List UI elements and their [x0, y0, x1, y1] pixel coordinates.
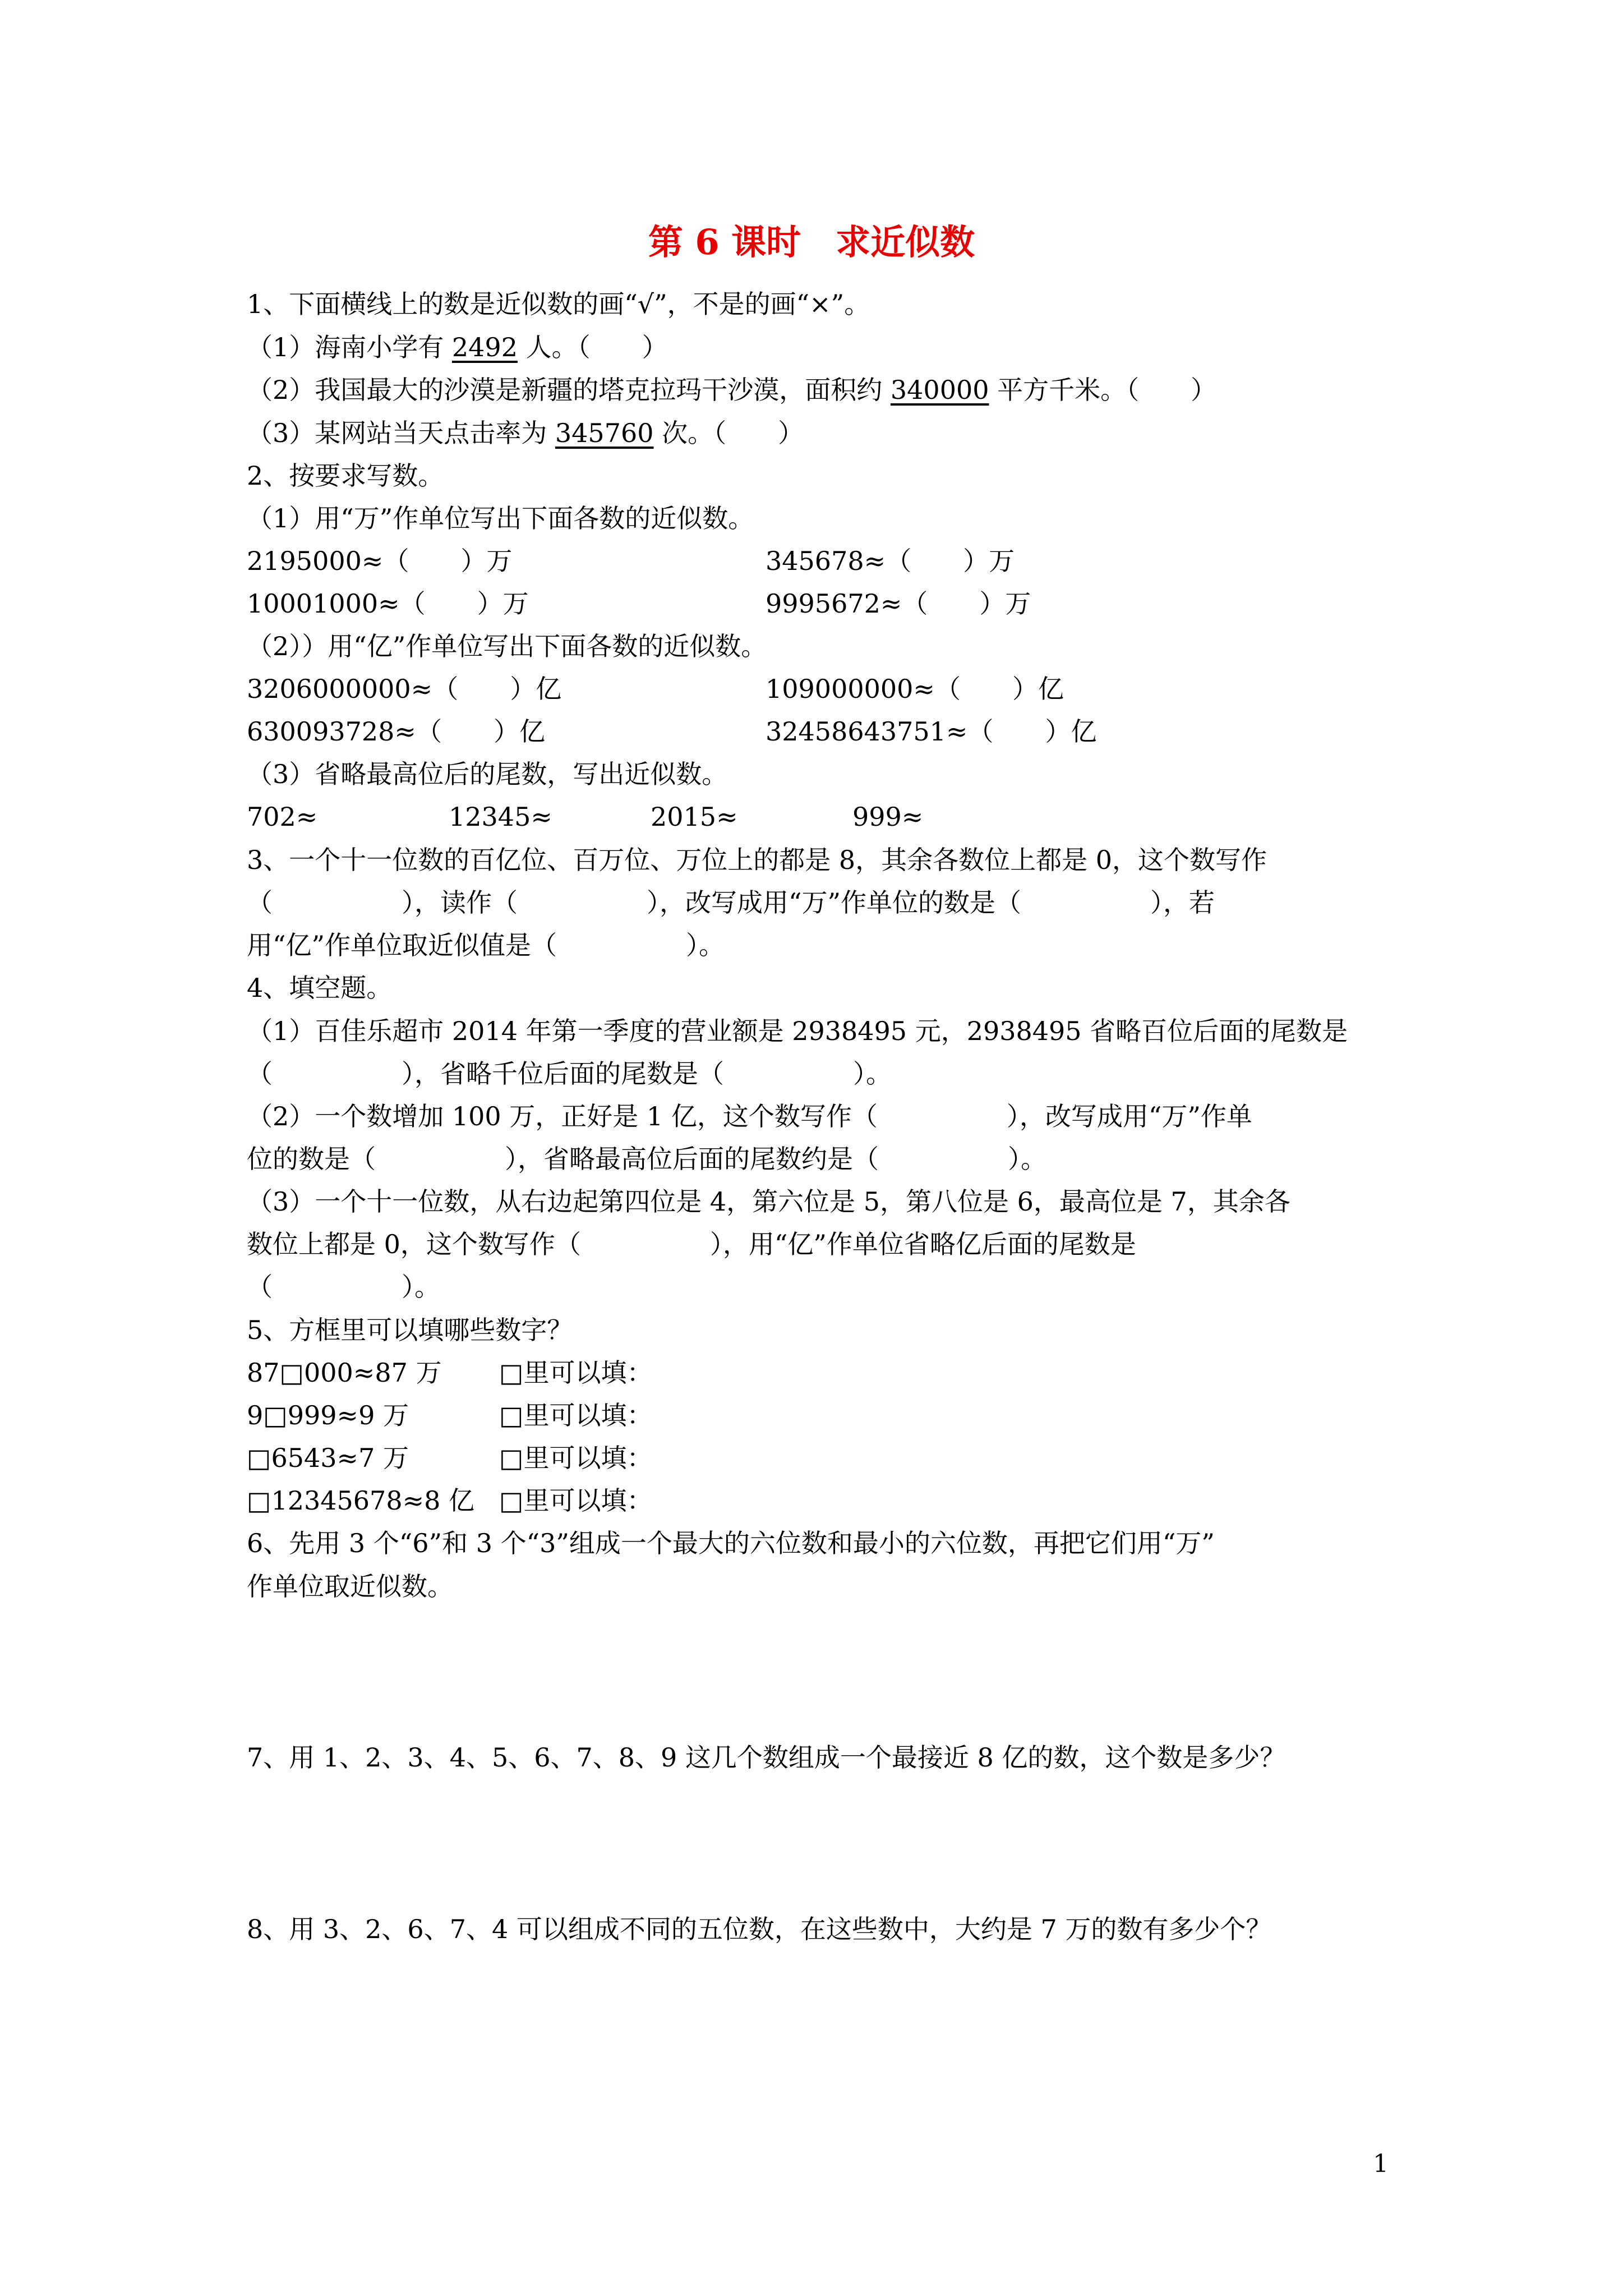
q2-sub3: （3）省略最高位后的尾数，写出近似数。	[247, 759, 728, 789]
q4-line-1: （1）百佳乐超市 2014 年第一季度的营业额是 2938495 元，2938495 省略百位后面的尾数是	[247, 1016, 1348, 1046]
q4-line-4: 位的数是（ ），省略最高位后面的尾数约是（ ）。	[247, 1144, 1046, 1174]
q4-line-6: 数位上都是 0，这个数写作（ ），用“亿”作单位省略亿后面的尾数是	[247, 1229, 1136, 1259]
q2-sub2: （2））用“亿”作单位写出下面各数的近似数。	[247, 631, 767, 661]
q5-label-2: □里可以填：	[499, 1400, 653, 1430]
q2-est-3: 2015≈	[651, 802, 738, 832]
q2-prompt: 2、按要求写数。	[247, 461, 444, 491]
q2-wan-1: 2195000≈（ ）万	[247, 546, 513, 576]
q2-est-4: 999≈	[852, 802, 924, 832]
q6-line-2: 作单位取近似数。	[247, 1571, 453, 1602]
q4-line-5: （3）一个十一位数，从右边起第四位是 4，第六位是 5，第八位是 6，最高位是 7，其余各	[247, 1186, 1290, 1217]
q5-label-3: □里可以填：	[499, 1443, 653, 1473]
q7-text: 7、用 1、2、3、4、5、6、7、8、9 这几个数组成一个最接近 8 亿的数，这个数是多少？	[247, 1742, 1286, 1773]
q1-item-2: （2）我国最大的沙漠是新疆的塔克拉玛干沙漠，面积约 340000 平方千米。（ ）	[247, 375, 1217, 405]
underlined-number: 345760	[555, 418, 654, 448]
q2-est-1: 702≈	[247, 802, 318, 832]
underlined-number: 2492	[451, 332, 518, 362]
q2-wan-2: 345678≈（ ）万	[766, 546, 1015, 576]
q5-expr-3: □6543≈7 万	[247, 1443, 409, 1473]
q1-item-1: （1）海南小学有 2492 人。（ ）	[247, 332, 668, 362]
q2-yi-3: 630093728≈（ ）亿	[247, 716, 545, 747]
q2-yi-4: 32458643751≈（ ）亿	[766, 716, 1097, 747]
q4-line-3: （2）一个数增加 100 万，正好是 1 亿，这个数写作（ ），改写成用“万”作单	[247, 1101, 1252, 1131]
q2-yi-1: 3206000000≈（ ）亿	[247, 674, 562, 704]
q4-prompt: 4、填空题。	[247, 973, 393, 1003]
q5-prompt: 5、方框里可以填哪些数字？	[247, 1315, 573, 1345]
q2-wan-3: 10001000≈（ ）万	[247, 588, 529, 619]
q5-label-1: □里可以填：	[499, 1358, 653, 1388]
q5-label-4: □里可以填：	[499, 1485, 653, 1516]
q3-line-1: 3、一个十一位数的百亿位、百万位、万位上的都是 8，其余各数位上都是 0，这个数写作	[247, 845, 1267, 875]
q2-est-2: 12345≈	[449, 802, 552, 832]
q4-line-7: （ ）。	[247, 1272, 440, 1302]
q5-expr-2: 9□999≈9 万	[247, 1400, 409, 1430]
q3-line-2: （ ），读作（ ），改写成用“万”作单位的数是（ ），若	[247, 887, 1215, 918]
q2-yi-2: 109000000≈（ ）亿	[766, 674, 1064, 704]
q8-text: 8、用 3、2、6、7、4 可以组成不同的五位数，在这些数中，大约是 7 万的数有多少个？	[247, 1914, 1272, 1944]
q2-wan-4: 9995672≈（ ）万	[766, 588, 1031, 619]
q1-item-3: （3）某网站当天点击率为 345760 次。（ ）	[247, 418, 804, 448]
q3-line-3: 用“亿”作单位取近似值是（ ）。	[247, 930, 725, 960]
q5-expr-1: 87□000≈87 万	[247, 1358, 442, 1388]
q1-prompt: 1、下面横线上的数是近似数的画“√”，不是的画“×”。	[247, 289, 870, 319]
q5-expr-4: □12345678≈8 亿	[247, 1485, 475, 1516]
q4-line-2: （ ），省略千位后面的尾数是（ ）。	[247, 1059, 892, 1089]
q2-sub1: （1）用“万”作单位写出下面各数的近似数。	[247, 503, 754, 533]
q6-line-1: 6、先用 3 个“6”和 3 个“3”组成一个最大的六位数和最小的六位数，再把它们用“万”	[247, 1528, 1215, 1558]
underlined-number: 340000	[890, 375, 989, 405]
page-number: 1	[1373, 2150, 1389, 2178]
page-title: 第 6 课时 求近似数	[648, 222, 975, 263]
